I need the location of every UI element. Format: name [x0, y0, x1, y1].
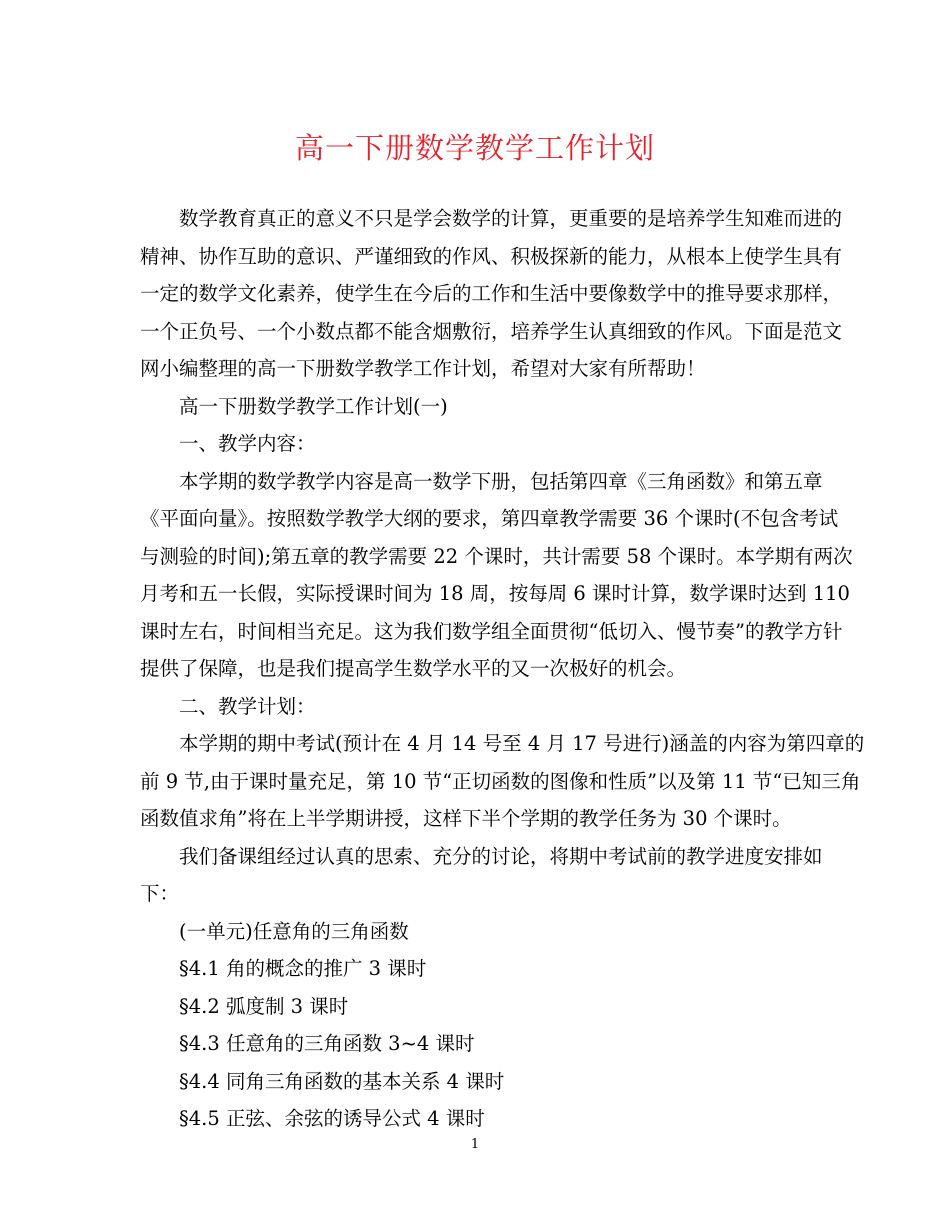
intro-line: 数学教育真正的意义不只是学会数学的计算，更重要的是培养学生知难而进的 [179, 207, 843, 230]
lesson-item: §4.3 任意角的三角函数 3~4 课时 [179, 1032, 475, 1055]
section-heading: 高一下册数学教学工作计划(一) [179, 394, 448, 418]
paragraph-line: 月考和五一长假，实际授课时间为 18 周，按每周 6 课时计算，数学课时达到 110 [140, 582, 850, 605]
paragraph-line: 本学期的期中考试(预计在 4 月 14 号至 4 月 17 号进行)涵盖的内容为第四章的 [179, 732, 865, 755]
lesson-item: §4.5 正弦、余弦的诱导公式 4 课时 [179, 1107, 485, 1130]
paragraph-line: 提供了保障，也是我们提高学生数学水平的又一次极好的机会。 [140, 657, 687, 680]
page-number: 1 [470, 1137, 480, 1152]
paragraph-line: 本学期的数学教学内容是高一数学下册，包括第四章《三角函数》和第五章 [179, 469, 823, 493]
intro-line: 一定的数学文化素养，使学生在今后的工作和生活中要像数学中的推导要求那样， [140, 282, 843, 305]
paragraph-line: 我们备课组经过认真的思索、充分的讨论，将期中考试前的教学进度安排如 [179, 844, 823, 868]
section-heading: 一、教学内容： [179, 432, 316, 455]
paragraph-line: 《平面向量》。按照数学教学大纲的要求，第四章教学需要 36 个课时(不包含考试 [140, 507, 839, 530]
intro-line: 精神、协作互助的意识、严谨细致的作风、积极探新的能力，从根本上使学生具有 [140, 244, 843, 268]
lesson-item: §4.1 角的概念的推广 3 课时 [179, 957, 427, 980]
paragraph-line: 函数值求角”将在上半学期讲授，这样下半个学期的教学任务为 30 个课时。 [140, 807, 792, 830]
paragraph-line: 课时左右，时间相当充足。这为我们数学组全面贯彻“低切入、慢节奏”的教学方针 [140, 619, 843, 643]
paragraph-line: 与测验的时间);第五章的教学需要 22 个课时，共计需要 58 个课时。本学期有两次 [140, 544, 853, 568]
document-title: 高一下册数学教学工作计划 [294, 131, 655, 165]
paragraph-line: 前 9 节,由于课时量充足，第 10 节“正切函数的图像和性质”以及第 11 节“已知三角 [140, 769, 861, 793]
document-body [140, 200, 865, 1138]
intro-line: 一个正负号、一个小数点都不能含烟敷衍，培养学生认真细致的作风。下面是范文 [140, 319, 843, 343]
intro-line: 网小编整理的高一下册数学教学工作计划，希望对大家有所帮助！ [140, 357, 706, 380]
paragraph-line: 下： [140, 882, 180, 905]
section-heading: 二、教学计划： [179, 694, 316, 718]
lesson-item: §4.4 同角三角函数的基本关系 4 课时 [179, 1069, 505, 1093]
lesson-item: §4.2 弧度制 3 课时 [179, 994, 349, 1018]
unit-heading: (一单元)任意角的三角函数 [179, 919, 409, 943]
